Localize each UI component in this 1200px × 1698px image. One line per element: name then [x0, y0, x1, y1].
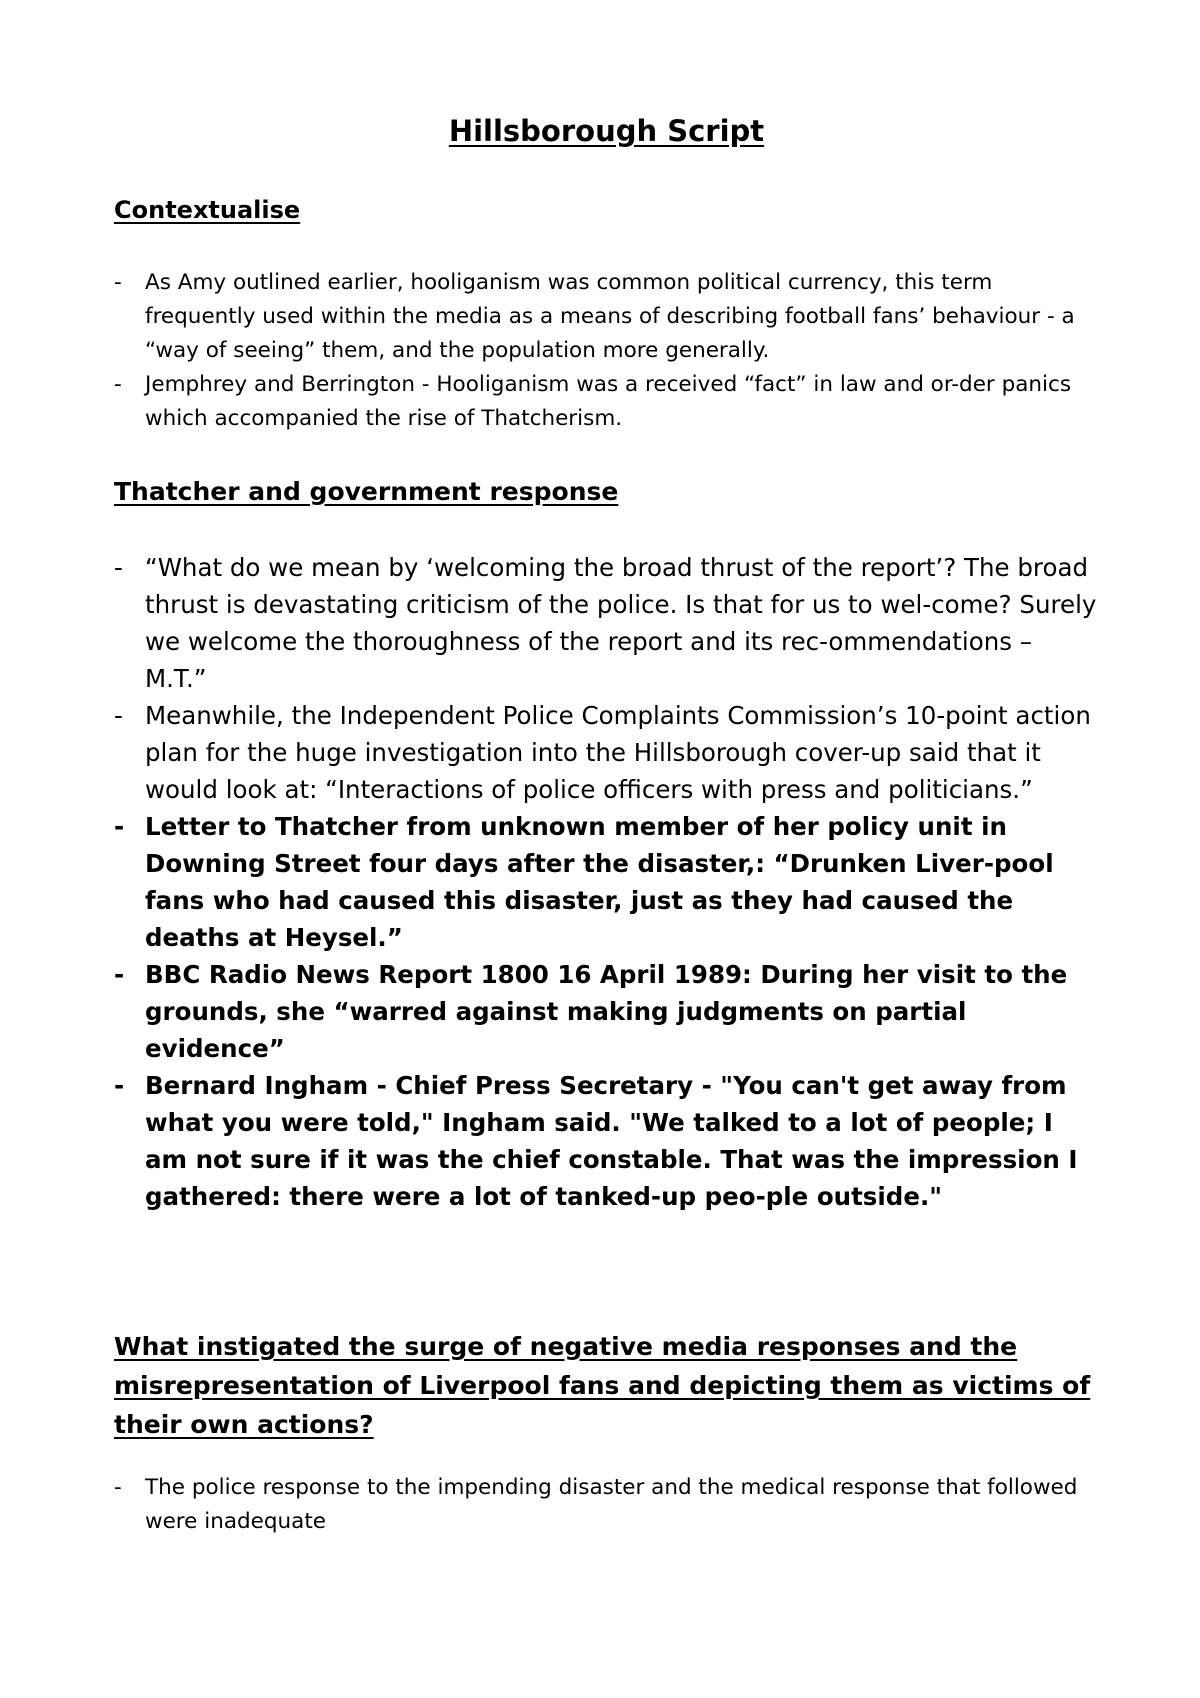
list-item: - BBC Radio News Report 1800 16 April 1989: During her visit to the grounds, she “warred against making judgments on partial evidence”: [114, 960, 1068, 1063]
bullet-list-contextualise: [114, 266, 1099, 436]
list-item: - Meanwhile, the Independent Police Complaints Commission’s 10-point action plan for the huge investigation into the Hillsborough cover-up said that it would look at: “Interactions of police officers with press and politicians.”: [114, 701, 1091, 804]
bullet-list-instigated: [114, 1471, 1099, 1539]
section-heading-instigated: What instigated the surge of negative media responses and the misrepresentation of Liverpool fans and depicting them as victims of their own actions?: [114, 1332, 1091, 1439]
section-heading-thatcher: Thatcher and government response: [114, 477, 619, 506]
list-item: - Letter to Thatcher from unknown member of her policy unit in Downing Street four days after the disaster,: “Drunken Liver-pool fans who had caused this disaster, just as they had caused the deaths at Heysel.”: [114, 812, 1054, 952]
list-item: - As Amy outlined earlier, hooliganism was common political currency, this term frequently used within the media as a means of describing football fans’ behaviour - a “way of seeing” them, and the population more generally.: [114, 270, 1075, 363]
list-item: - “What do we mean by ‘welcoming the broad thrust of the report’? The broad thrust is devastating criticism of the police. Is that for us to wel-come? Surely we welcome the thoroughness of the report and its rec-ommendations – M.T.”: [114, 553, 1097, 693]
list-item: - Jemphrey and Berrington - Hooliganism was a received “fact” in law and or-der panics which accompanied the rise of Thatcherism.: [114, 372, 1072, 431]
section-heading-contextualise: Contextualise: [114, 196, 301, 224]
document-title: Hillsborough Script: [448, 114, 765, 148]
bullet-list-thatcher: [114, 549, 1099, 1215]
list-item: - The police response to the impending disaster and the medical response that followed were inadequate: [114, 1475, 1078, 1534]
list-item: - Bernard Ingham - Chief Press Secretary - "You can't get away from what you were told," Ingham said. "We talked to a lot of people; I am not sure if it was the chief constable. That was the impression I gathered: there were a lot of tanked-up peo-ple outside.": [114, 1071, 1078, 1211]
